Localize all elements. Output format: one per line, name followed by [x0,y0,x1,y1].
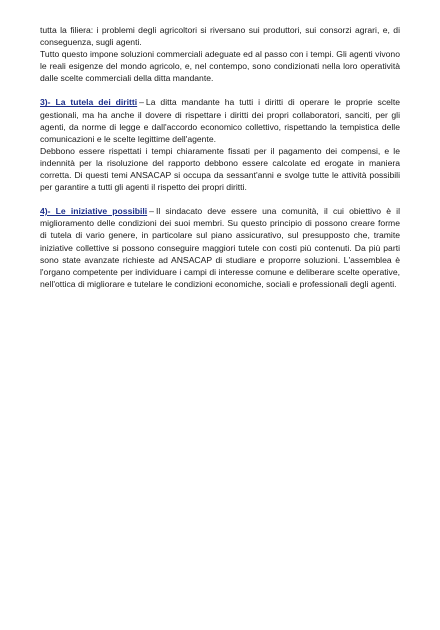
section-4-paragraph-1 [40,205,400,290]
section-4-heading: 4)- Le iniziative possibili [40,206,148,217]
section-3-dash: – [139,97,144,108]
section-tutela-diritti [40,96,400,193]
section-3-paragraph-1 [40,96,400,144]
section-3-body: La ditta mandante ha tutti i diritti di operare le proprie scelte gestionali, ma ha anche il dovere di rispettare i diritti dei propri collaboratori, sanciti, per gli agenti, da norme di legge e dall'accordo economico collettivo, rispettando la tempistica delle comunicazioni e le scelte legittime dell'agente. [40,97,401,144]
section-4-body: Il sindacato deve essere una comunità, il cui obiettivo è il miglioramento delle condizioni dei suoi membri. Su questo principio di possono creare forme di tutela di vario genere, in particolare sul piano assicurativo, sul presupposto che, tramite iniziative collettive si possono conseguire maggiori tutele con costi più contenuti. Da più parti sono state avanzate richieste ad ANSACAP di studiare e proporre soluzioni. L'assemblea è l'organo competente per individuare i campi di interesse comune e deliberare scelte operative, nell'ottica di migliorare e tutelare le condizioni economiche, sociali e professionali degli agenti. [40,206,400,289]
document-page [40,24,400,290]
section-iniziative-possibili [40,205,400,290]
section-3-heading: 3)- La tutela dei diritti [40,97,138,108]
intro-paragraph-2: Tutto questo impone soluzioni commerciali adeguate ed al passo con i tempi. Gli agenti vivono le reali esigenze del mondo agricolo, e, nel contempo, sono condizionati nella loro operatività dalle scelte commerciali della ditta mandante. [40,49,400,84]
section-3-paragraph-2: Debbono essere rispettati i tempi chiaramente fissati per il pagamento dei compensi, e le indennità per la risoluzione del rapporto debbono essere calcolate ed erogate in maniera corretta. Di questi temi ANSACAP si occupa da sessant'anni e svolge tutte le attività possibili per garantire a tutti gli agenti il rispetto dei propri diritti. [40,145,400,193]
intro-paragraph-1: tutta la filiera: i problemi degli agricoltori si riversano sui produttori, sui consorzi agrari, e, di conseguenza, sugli agenti. [40,25,400,48]
section-4-dash: – [149,206,154,217]
